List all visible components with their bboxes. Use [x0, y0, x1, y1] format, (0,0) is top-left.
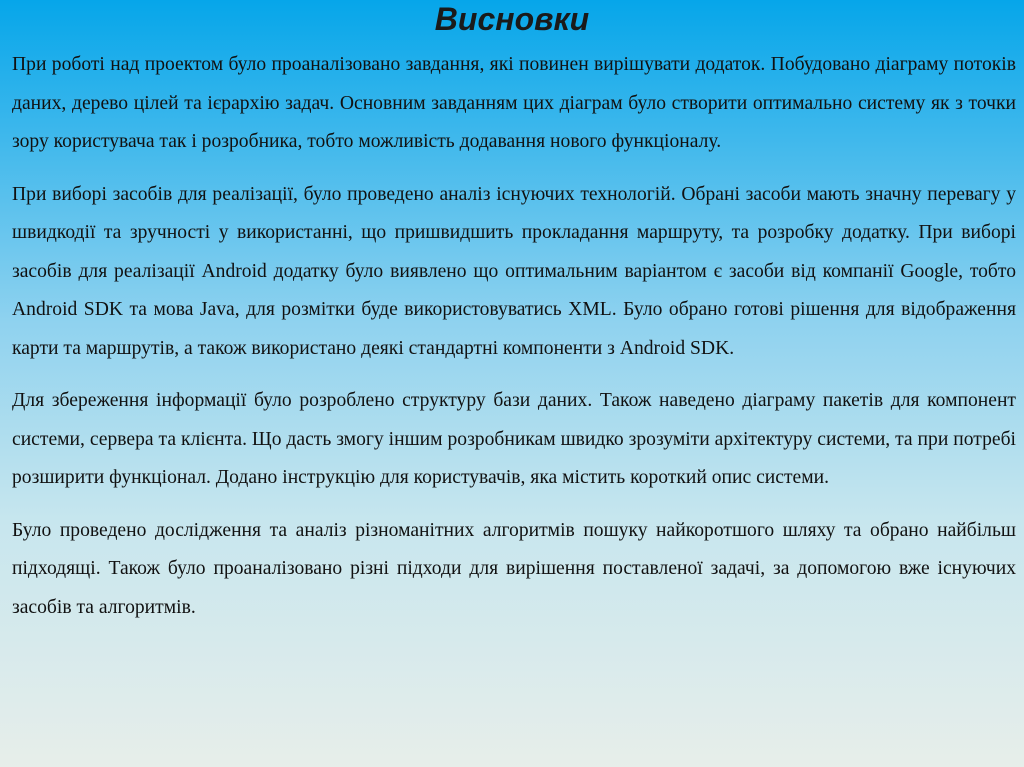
- paragraph-4: Було проведено дослідження та аналіз різноманітних алгоритмів пошуку найкоротшого шляху та обрано найбільш підходящі. Також було проаналізовано різні підходи для вирішення поставленої задачі, за допомогою вже існуючих засобів та алгоритмів.: [12, 519, 1016, 618]
- slide-title: Висновки: [434, 1, 590, 37]
- paragraph-2: При виборі засобів для реалізації, було проведено аналіз існуючих технологій. Обрані засоби мають значну перевагу у швидкодії та зручності у використанні, що пришвидшить прокладання маршруту, та розробку додатку. При виборі засобів для реалізації Android додатку було виявлено що оптимальним варіантом є засоби від компанії Google, тобто Android SDK та мова Java, для розмітки буде використовуватись XML. Було обрано готові рішення для відображення карти та маршрутів, а також використано деякі стандартні компоненти з Android SDK.: [12, 183, 1016, 359]
- paragraph-3: Для збереження інформації було розроблено структуру бази даних. Також наведено діаграму пакетів для компонент системи, сервера та клієнта. Що дасть змогу іншим розробникам швидко зрозуміти архітектуру системи, та при потребі розширити функціонал. Додано інструкцію для користувачів, яка містить короткий опис системи.: [12, 390, 1016, 488]
- slide-body: [12, 46, 1016, 641]
- paragraph-1: При роботі над проектом було проаналізовано завдання, які повинен вирішувати додаток. Побудовано діаграму потоків даних, дерево цілей та ієрархію задач. Основним завданням цих діаграм було створити оптимально систему як з точки зору користувача так і розробника, тобто можливість додавання нового функціоналу.: [12, 54, 1016, 152]
